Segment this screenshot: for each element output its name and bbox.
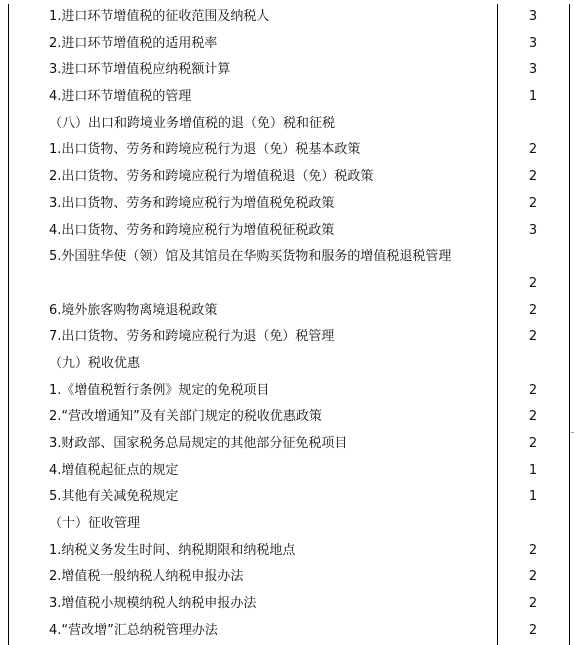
item-level: 3 (528, 222, 538, 238)
item-text: 1.进口环节增值税的征收范围及纳税人 (49, 9, 270, 24)
item-text: 4.出口货物、劳务和跨境应税行为增值税征税政策 (49, 222, 335, 238)
table-row (9, 218, 569, 245)
table-row (9, 431, 569, 458)
table-row (9, 137, 569, 164)
table-row (9, 164, 569, 191)
table-row (9, 324, 569, 351)
item-text: 2.出口货物、劳务和跨境应税行为增值税退（免）税政策 (49, 169, 374, 185)
section-heading-row (9, 111, 569, 138)
table-row (9, 57, 569, 84)
table-row (9, 298, 569, 325)
item-text: 6.境外旅客购物离境退税政策 (49, 302, 218, 318)
item-level: 1 (528, 89, 538, 105)
item-level: 2 (528, 275, 538, 291)
item-text: 1.《增值税暂行条例》规定的免税项目 (49, 382, 270, 398)
item-text: 1.纳税义务发生时间、纳税期限和纳税地点 (49, 542, 296, 558)
item-text: 1.出口货物、劳务和跨境应税行为退（免）税基本政策 (49, 142, 361, 158)
item-text: 3.财政部、国家税务总局规定的其他部分征免税项目 (49, 436, 348, 452)
item-text: 5.外国驻华使（领）馆及其馆员在华购买货物和服务的增值税退税管理 (49, 249, 452, 265)
table-row (9, 191, 569, 218)
item-level: 1 (528, 462, 538, 478)
item-level: 2 (528, 596, 538, 612)
table-row (9, 378, 569, 405)
syllabus-table (8, 4, 570, 645)
item-text: 2.“营改增通知”及有关部门规定的税收优惠政策 (49, 409, 322, 425)
section-heading: （九）税收优惠 (49, 355, 141, 371)
table-row (9, 4, 569, 31)
item-level: 2 (528, 622, 538, 638)
item-level: 2 (528, 382, 538, 398)
table-row (9, 538, 569, 565)
item-text: 3.进口环节增值税应纳税额计算 (49, 62, 231, 78)
item-level: 2 (528, 409, 538, 425)
item-text: 3.出口货物、劳务和跨境应税行为增值税免税政策 (49, 195, 335, 211)
section-heading-row (9, 351, 569, 378)
section-heading: （八）出口和跨境业务增值税的退（免）税和征税 (49, 115, 336, 131)
table-row (9, 484, 569, 511)
item-text: 4.进口环节增值税的管理 (49, 89, 192, 105)
item-text: 3.增值税小规模纳税人纳税申报办法 (49, 596, 257, 612)
item-text: 4.增值税起征点的规定 (49, 462, 179, 478)
table-row (9, 31, 569, 58)
table-row (9, 591, 569, 618)
section-heading-row (9, 511, 569, 538)
item-text: 2.增值税一般纳税人纳税申报办法 (49, 569, 244, 585)
item-level: 2 (528, 302, 538, 318)
item-text: 4.“营改增”汇总纳税管理办法 (49, 622, 218, 638)
section-heading: （十）征收管理 (49, 516, 141, 532)
table-row (9, 564, 569, 591)
table-row (9, 84, 569, 111)
item-level: 2 (528, 142, 538, 158)
item-level: 2 (528, 329, 538, 345)
item-level: 3 (528, 35, 538, 51)
item-level: 2 (528, 169, 538, 185)
item-level: 1 (528, 489, 538, 505)
table-row (9, 618, 569, 645)
item-text: 7.出口货物、劳务和跨境应税行为退（免）税管理 (49, 329, 335, 345)
item-level: 2 (528, 542, 538, 558)
table-row (9, 404, 569, 431)
item-level: 2 (528, 436, 538, 452)
item-level: 2 (528, 195, 538, 211)
table-row (9, 244, 569, 297)
table-row (9, 458, 569, 485)
item-level: 3 (528, 62, 538, 78)
item-level: 3 (528, 9, 538, 24)
item-text: 2.进口环节增值税的适用税率 (49, 35, 218, 51)
item-level: 2 (528, 569, 538, 585)
item-text: 5.其他有关减免税规定 (49, 489, 179, 505)
